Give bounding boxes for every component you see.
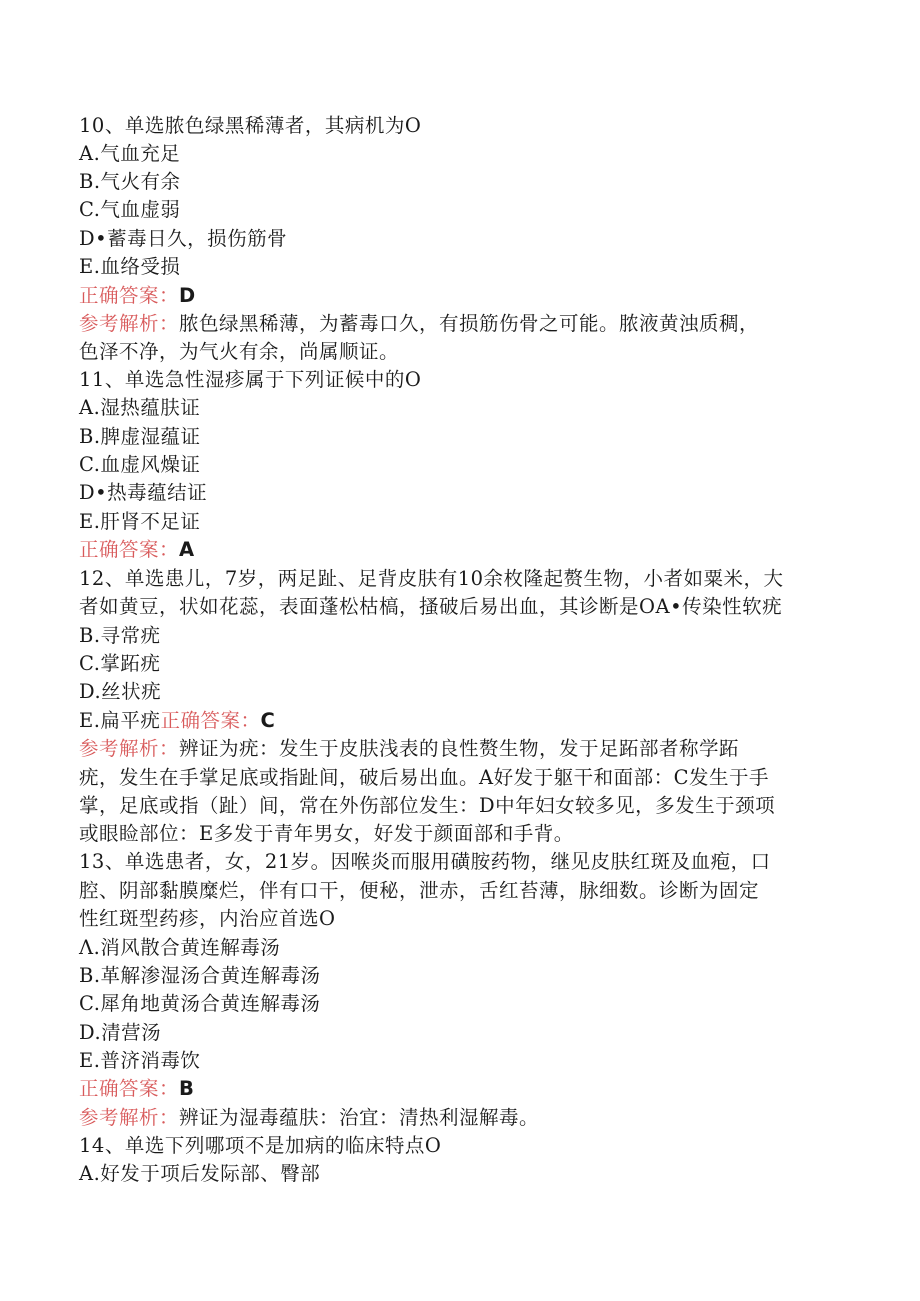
q11-option-e: E.肝肾不足证 (79, 510, 201, 533)
q11-answer-line (79, 536, 195, 564)
q14-option-a: A.好发于项后发际部、臀部 (79, 1162, 321, 1185)
q13-option-b: B.革解渗湿汤合黄连解毒汤 (79, 964, 321, 987)
q13-option-d: D.清营汤 (79, 1021, 162, 1044)
q13-option-e: E.普济消毒饮 (79, 1049, 201, 1072)
q10-option-e: E.血络受损 (79, 255, 181, 278)
answer-value: C (260, 709, 276, 732)
q12-option-c: C.掌跖疣 (79, 652, 161, 675)
answer-label: 正确答案： (79, 284, 180, 307)
q10-option-c: C.气血虚弱 (79, 198, 181, 221)
analysis-text: 辨证为湿毒蕴肤：治宜：清热利湿解毒。 (179, 1106, 540, 1129)
q13-option-a: Λ.消风散合黄连解毒汤 (79, 936, 281, 959)
q12-analysis-line-2: 疣，发生在手掌足底或指趾间，破后易出血。A好发于躯干和面部：C发生于手 (79, 766, 770, 789)
q13-stem-line-3: 性红斑型药疹，内治应首选O (79, 907, 336, 930)
answer-value: A (179, 538, 195, 561)
q13-option-c: C.犀角地黄汤合黄连解毒汤 (79, 992, 321, 1015)
q12-option-d: D.丝状疣 (79, 680, 162, 703)
answer-label: 正确答案： (160, 709, 261, 732)
q12-option-b: B.寻常疣 (79, 624, 161, 647)
q13-analysis-line-1 (79, 1104, 539, 1132)
q10-stem: 10、单选脓色绿黑稀薄者，其病机为O (79, 114, 422, 137)
answer-value: B (179, 1077, 195, 1100)
analysis-label: 参考解析： (79, 312, 180, 335)
q10-option-a: A.气血充足 (79, 142, 181, 165)
q11-option-b: B.脾虚湿蕴证 (79, 425, 201, 448)
analysis-label: 参考解析： (79, 1106, 180, 1129)
q12-option-e: E.扁平疣 (79, 709, 161, 732)
answer-value: D (179, 284, 196, 307)
analysis-label: 参考解析： (79, 737, 180, 760)
q12-analysis-line-3: 掌，足底或指（趾）间，常在外伤部位发生：D中年妇女较多见，多发生于颈项 (79, 794, 776, 817)
q12-analysis-line-4: 或眼睑部位：E多发于青年男女，好发于颜面部和手背。 (79, 822, 574, 845)
q13-answer-line (79, 1075, 194, 1103)
q12-stem-line-1: 12、单选患儿，7岁，两足趾、足背皮肤有10余枚隆起赘生物，小者如粟米，大 (79, 567, 784, 590)
q10-analysis-line-2: 色泽不净，为气火有余，尚属顺证。 (79, 340, 400, 363)
q12-analysis-line-1 (79, 735, 739, 763)
q13-stem-line-1: 13、单选患者，女，21岁。因喉炎而服用磺胺药物，继见皮肤红斑及血疱，口 (79, 850, 771, 873)
q11-option-d: D•热毒蕴结证 (79, 481, 208, 504)
answer-label: 正确答案： (79, 1077, 180, 1100)
q12-option-e-answer-line (79, 707, 275, 735)
analysis-text: 辨证为疣：发生于皮肤浅表的良性赘生物，发于足跖部者称学跖 (179, 737, 740, 760)
q12-stem-line-2: 者如黄豆，状如花蕊，表面蓬松枯槁，搔破后易出血，其诊断是OA•传染性软疣 (79, 595, 783, 618)
q10-option-d: D•蓄毒日久，损伤筋骨 (79, 227, 288, 250)
analysis-text: 脓色绿黑稀薄，为蓄毒口久，有损筋伤骨之可能。脓液黄浊质稠， (179, 312, 760, 335)
q11-option-c: C.血虚风燥证 (79, 453, 201, 476)
q11-option-a: A.湿热蕴肤证 (79, 396, 201, 419)
answer-label: 正确答案： (79, 538, 180, 561)
q13-stem-line-2: 腔、阴部黏膜糜烂，伴有口干，便秘，泄赤，舌红苔薄，脉细数。诊断为固定 (79, 879, 760, 902)
q14-stem: 14、单选下列哪项不是加病的临床特点O (79, 1134, 442, 1157)
q10-option-b: B.气火有余 (79, 170, 181, 193)
q11-stem: 11、单选急性湿疹属于下列证候中的O (79, 368, 422, 391)
q10-answer-line (79, 282, 196, 310)
q10-analysis-line-1 (79, 310, 759, 338)
